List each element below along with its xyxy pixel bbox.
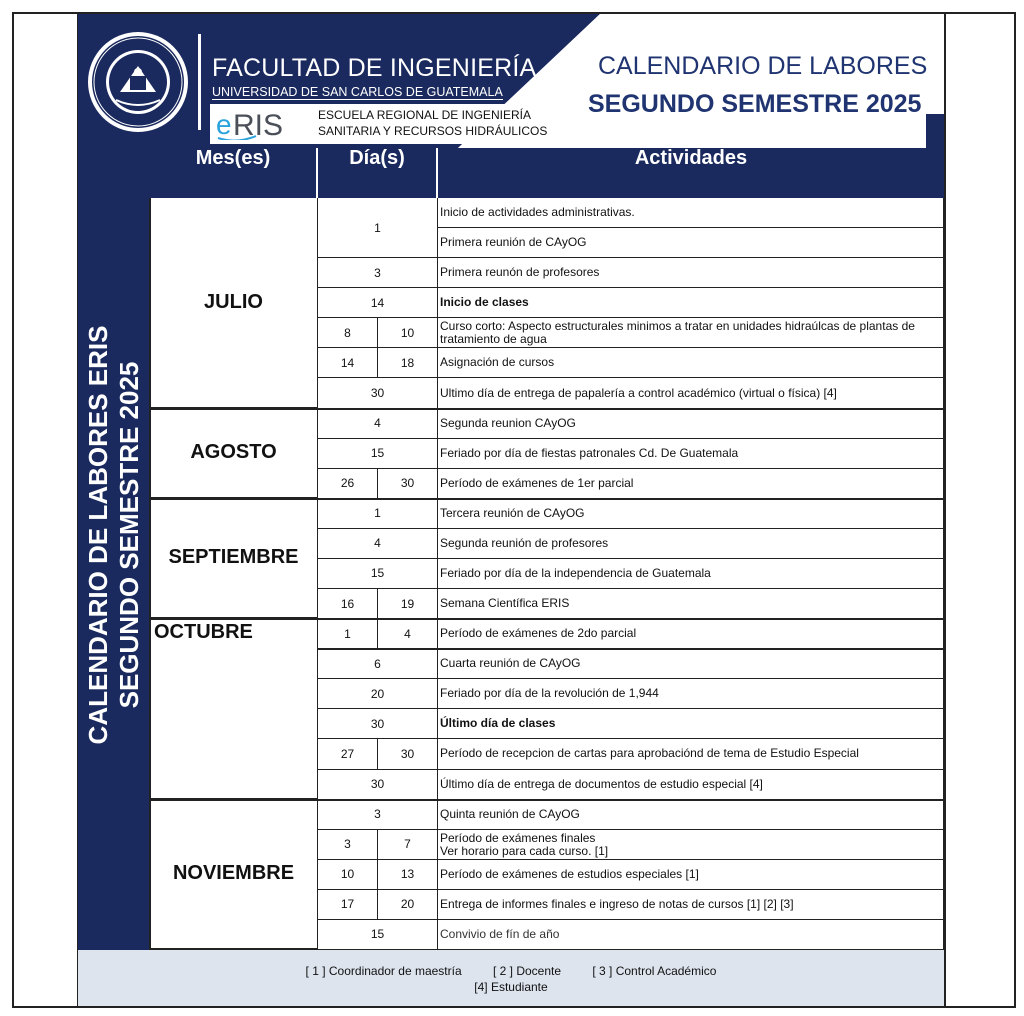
day-end-cell: 19 [378, 589, 438, 619]
activity-cell: Curso corto: Aspecto estructurales minimos a tratar en unidades hidraúlcas de plantas de tratamiento de agua [438, 318, 944, 348]
month-separator [150, 799, 944, 801]
university-name: UNIVERSIDAD DE SAN CARLOS DE GUATEMALA [212, 85, 503, 99]
day-cell: 4 [318, 409, 438, 439]
grid-left-border [149, 198, 151, 950]
day-end-cell: 30 [378, 469, 438, 499]
sidebar-line-2: SEGUNDO SEMESTRE 2025 [114, 361, 144, 709]
month-cell: JULIO [150, 198, 318, 409]
right-border-line [944, 12, 946, 1008]
month-cell: OCTUBRE [150, 619, 318, 799]
activity-cell: Período de recepcion de cartas para aprobaciónd de tema de Estudio Especial [438, 739, 944, 769]
svg-text:RIS: RIS [233, 109, 284, 140]
activity-cell: Inicio de actividades administrativas. [438, 198, 944, 228]
day-end-cell: 13 [378, 860, 438, 890]
day-cell: 1 [318, 499, 438, 529]
day-end-cell: 20 [378, 890, 438, 920]
activity-cell: Feriado por día de la independencia de Guatemala [438, 559, 944, 589]
activity-cell: Período de exámenes de 2do parcial [438, 619, 944, 649]
day-start-cell: 1 [318, 619, 378, 649]
eris-logo-icon [216, 108, 302, 140]
month-separator [150, 618, 944, 620]
day-cell: 20 [318, 679, 438, 709]
month-cell: SEPTIEMBRE [150, 499, 318, 619]
day-start-cell: 27 [318, 739, 378, 769]
activity-cell: Semana Científica ERIS [438, 589, 944, 619]
activity-cell: Cuarta reunión de CAyOG [438, 649, 944, 679]
day-start-cell: 26 [318, 469, 378, 499]
day-cell: 30 [318, 709, 438, 739]
day-start-cell: 8 [318, 318, 378, 348]
day-start-cell: 17 [318, 890, 378, 920]
activity-cell: Ultimo día de entrega de papalería a control académico (virtual o física) [4] [438, 378, 944, 408]
calendar-table [150, 198, 944, 950]
activity-cell: Primera reunión de CAyOG [438, 228, 944, 258]
day-cell: 6 [318, 649, 438, 679]
day-cell: 30 [318, 770, 438, 800]
activity-cell: Tercera reunión de CAyOG [438, 499, 944, 529]
legend-1: [ 1 ] Coordinador de maestría [305, 964, 462, 978]
day-end-cell: 10 [378, 318, 438, 348]
activity-cell: Período de exámenes de estudios especiales [1] [438, 860, 944, 890]
school-line-1: ESCUELA REGIONAL DE INGENIERÍA [318, 108, 531, 122]
day-start-cell: 14 [318, 348, 378, 378]
month-separator [150, 498, 944, 500]
school-line-2: SANITARIA Y RECURSOS HIDRÁULICOS [318, 124, 548, 138]
day-cell: 1 [318, 198, 438, 258]
activity-cell: Entrega de informes finales e ingreso de notas de cursos [1] [2] [3] [438, 890, 944, 920]
day-cell: 3 [318, 800, 438, 830]
day-start-cell: 10 [318, 860, 378, 890]
legend-2: [ 2 ] Docente [492, 964, 562, 978]
day-start-cell: 16 [318, 589, 378, 619]
day-end-cell: 30 [378, 739, 438, 769]
day-cell: 30 [318, 378, 438, 408]
row-separator [318, 648, 944, 650]
day-end-cell: 4 [378, 619, 438, 649]
university-seal-icon [86, 30, 190, 134]
legend-4: [4] Estudiante [474, 980, 548, 994]
footer-legend [78, 950, 944, 1006]
month-cell: NOVIEMBRE [150, 800, 318, 950]
header-banner [78, 14, 944, 148]
table-header [150, 148, 944, 198]
activity-cell: Asignación de cursos [438, 348, 944, 378]
school-name [318, 107, 547, 139]
activity-cell: Convivio de fín de año [438, 920, 944, 950]
day-cell: 15 [318, 439, 438, 469]
activity-cell: Último día de entrega de documentos de estudio especial [4] [438, 770, 944, 800]
header-month: Mes(es) [150, 148, 318, 198]
activity-cell: Segunda reunión de profesores [438, 529, 944, 559]
day-cell: 15 [318, 559, 438, 589]
activity-cell: Segunda reunion CAyOG [438, 409, 944, 439]
activity-cell: Período de exámenes finales Ver horario para cada curso. [1] [438, 830, 944, 860]
activity-cell: Primera reunón de profesores [438, 258, 944, 288]
header-days: Día(s) [318, 148, 438, 198]
activity-cell: Quinta reunión de CAyOG [438, 800, 944, 830]
day-cell: 15 [318, 920, 438, 950]
header-activities: Actividades [634, 146, 748, 169]
activity-cell: Feriado por día de la revolución de 1,944 [438, 679, 944, 709]
day-cell: 4 [318, 529, 438, 559]
day-end-cell: 18 [378, 348, 438, 378]
sidebar-title [83, 326, 145, 745]
month-separator [150, 408, 944, 410]
activity-cell: Último día de clases [438, 709, 944, 739]
activity-cell: Período de exámenes de 1er parcial [438, 469, 944, 499]
month-cell: AGOSTO [150, 409, 318, 499]
sidebar-line-1: CALENDARIO DE LABORES ERIS [83, 325, 113, 745]
calendar-title: CALENDARIO DE LABORES [598, 52, 928, 80]
day-cell: 3 [318, 258, 438, 288]
activity-cell: Feriado por día de fiestas patronales Cd. De Guatemala [438, 439, 944, 469]
legend-3: [ 3 ] Control Académico [592, 964, 717, 978]
eris-banner [210, 104, 600, 144]
day-cell: 14 [318, 288, 438, 318]
faculty-title: FACULTAD DE INGENIERÍA [212, 54, 537, 82]
svg-text:e: e [216, 109, 232, 140]
day-end-cell: 7 [378, 830, 438, 860]
calendar-subtitle: SEGUNDO SEMESTRE 2025 [588, 90, 922, 118]
day-start-cell: 3 [318, 830, 378, 860]
header-divider [198, 34, 201, 130]
activity-cell: Inicio de clases [438, 288, 944, 318]
